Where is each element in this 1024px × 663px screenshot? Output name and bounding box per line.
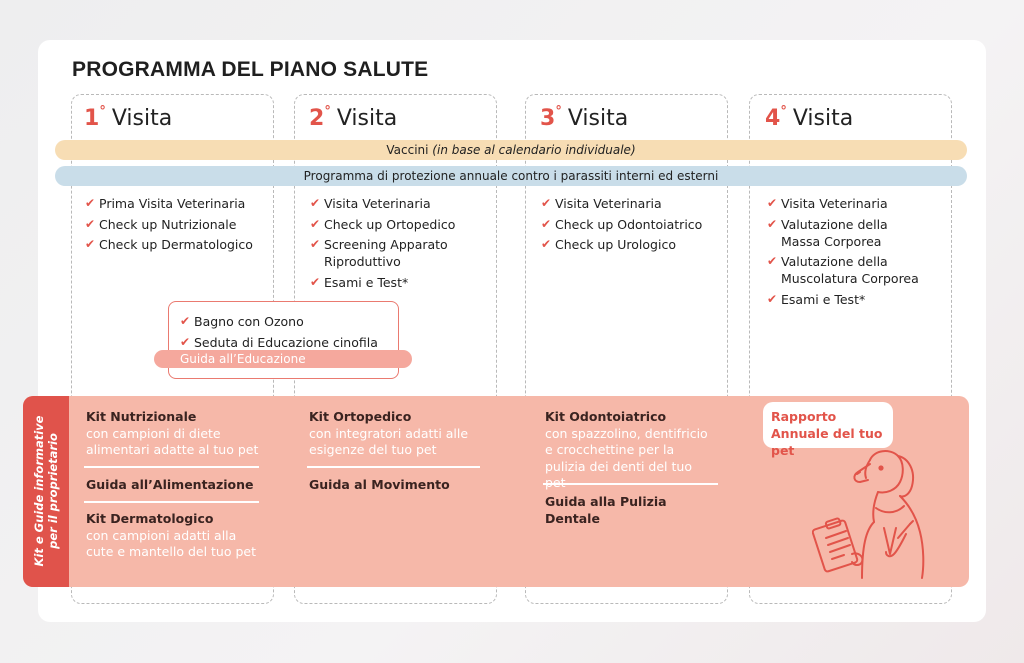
check-item: ✔ Esami e Test* (767, 291, 927, 308)
check-item: ✔ Visita Veterinaria (541, 195, 721, 212)
check-item: ✔ Check up Ortopedico (310, 216, 480, 233)
visit-title-1: 1° Visita (84, 104, 173, 131)
divider (543, 483, 718, 485)
divider (84, 501, 259, 503)
check-item: ✔ Check up Urologico (541, 236, 721, 253)
rapporto-annuale-badge: Rapporto Annuale del tuo pet (763, 402, 893, 448)
page-title: PROGRAMMA DEL PIANO SALUTE (72, 58, 429, 81)
visit1-checklist (85, 195, 265, 257)
visit-title-2: 2° Visita (309, 104, 398, 131)
kit-odontoiatrico: Kit Odontoiatrico con spazzolino, dentifricio e crocchettine per la pulizia dei denti del tuo (545, 409, 708, 474)
check-item: ✔ Visita Veterinaria (767, 195, 927, 212)
check-item: ✔ Check up Odontoiatrico (541, 216, 721, 233)
check-item: ✔ Screening Apparato Riproduttivo (310, 236, 480, 270)
guida-movimento: Guida al Movimento (309, 477, 450, 492)
check-item: ✔ Valutazione della Massa Corporea (767, 216, 927, 250)
check-item: ✔ Prima Visita Veterinaria (85, 195, 265, 212)
visit2-checklist (310, 195, 480, 294)
kit-nutrizionale: Kit Nutrizionale con campioni di diete alimentari adatte al tuo pet (86, 409, 259, 457)
divider (307, 466, 480, 468)
kit-ortopedico: Kit Ortopedico con integratori adatti alle esigenze del tuo pet (309, 409, 469, 457)
education-checklist (180, 313, 390, 354)
guida-alimentazione: Guida all’Alimentazione (86, 477, 254, 492)
visit-title-3: 3° Visita (540, 104, 629, 131)
education-guide-band: Guida all’Educazione (154, 350, 412, 368)
visit3-checklist (541, 195, 721, 257)
check-item: ✔ Seduta di Educazione cinofila (180, 334, 390, 351)
check-item: ✔ Visita Veterinaria (310, 195, 480, 212)
parassiti-band: Programma di protezione annuale contro i parassiti interni ed esterni (55, 166, 967, 186)
check-item: ✔ Check up Dermatologico (85, 236, 265, 253)
dog-with-clipboard-illustration (812, 442, 952, 582)
vaccini-band: Vaccini (in base al calendario individuale) (55, 140, 967, 160)
kit-dermatologico: Kit Dermatologico con campioni adatti alla cute e mantello del tuo pet (86, 511, 256, 559)
check-item: ✔ Bagno con Ozono (180, 313, 390, 330)
check-item: ✔ Esami e Test* (310, 274, 480, 291)
visit4-checklist (767, 195, 927, 311)
visit-title-4: 4° Visita (765, 104, 854, 131)
check-item: ✔ Check up Nutrizionale (85, 216, 265, 233)
kit-side-label: Kit e Guide informative per il proprietario (32, 415, 60, 567)
check-item: ✔ Valutazione della Muscolatura Corporea (767, 253, 927, 287)
guida-pulizia-dentale: Guida alla Pulizia Dentale (545, 494, 667, 526)
divider (84, 466, 259, 468)
